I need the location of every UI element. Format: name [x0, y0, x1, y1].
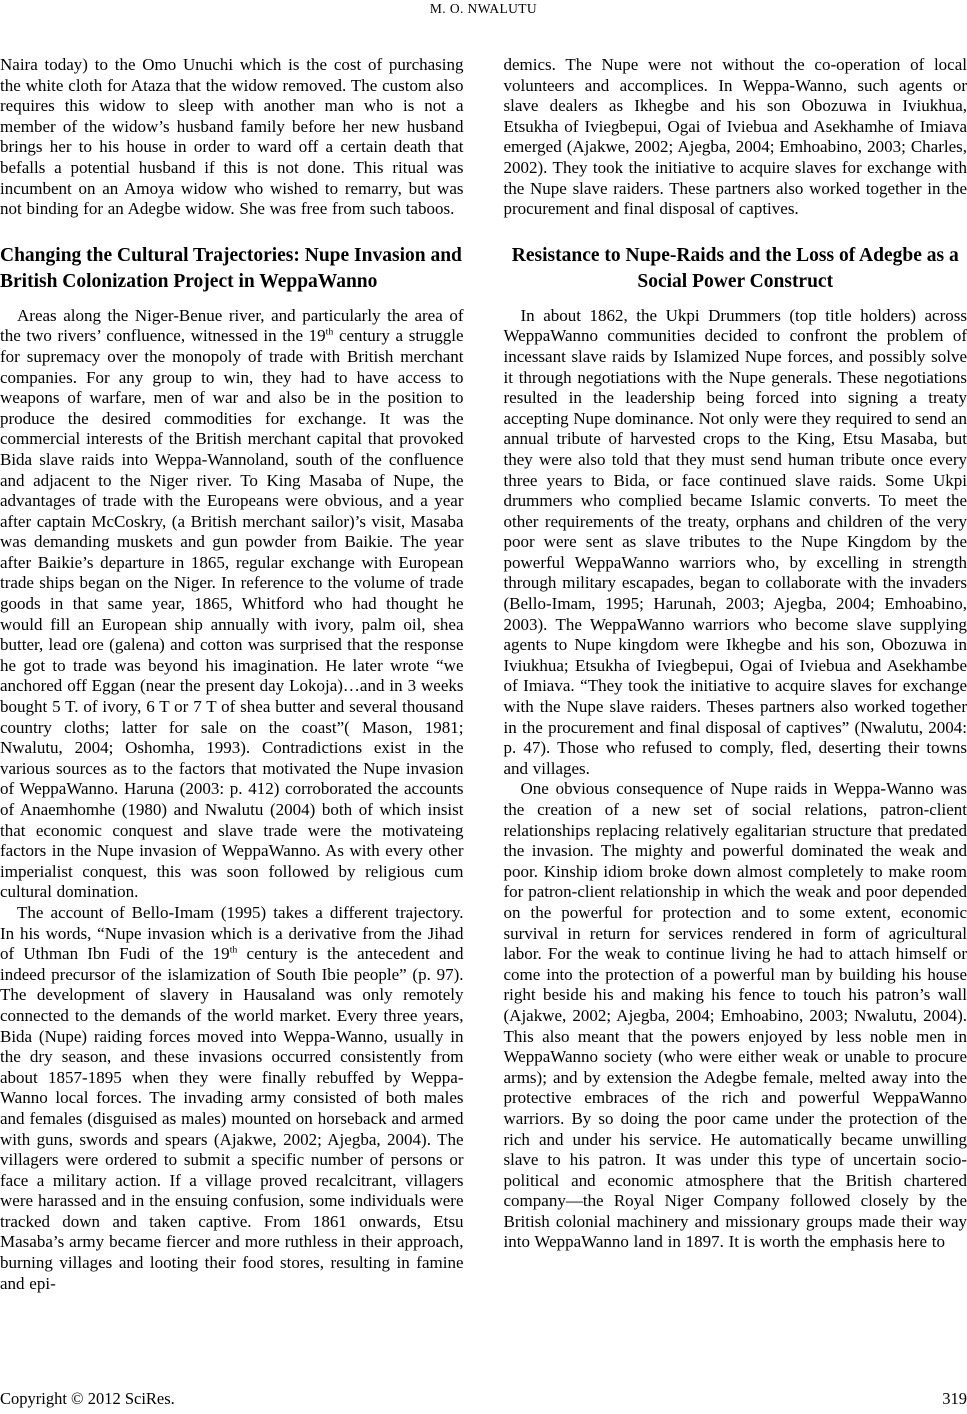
section-heading-nupe-invasion: Changing the Cultural Trajectories: Nupe Invasion and British Colonization Project in WeppaWanno [0, 244, 462, 292]
page-footer [0, 1389, 967, 1409]
left-column [0, 55, 464, 1294]
copyright-notice: Copyright © 2012 SciRes. [0, 1389, 175, 1408]
paragraph-widow-custom: Naira today) to the Omo Unuchi which is the cost of purchasing the white cloth for Ataza that the widow removed. The custom also requires this widow to sleep with another man who is not a member of the widow’s husband family before her new husband brings her to his house in order to ward off a certain death that befalls a potential husband if this is not done. This ritual was incumbent on an Amoya widow who wished to remarry, but was not binding for an Adegbe widow. She was free from such taboos. [0, 55, 464, 219]
two-column-body [0, 55, 967, 1294]
paragraph-niger-benue-trade: Areas along the Niger-Benue river, and particularly the area of the two rivers’ confluence, witnessed in the 19th century a struggle for supremacy over the monopoly of trade with British merchant companies. For any group to win, they had to have access to weapons of warfare, men of war and also be in the position to produce the desired commodities for exchange. It was the commercial interests of the British merchant capital that provoked Bida slave raids into Weppa-Wannoland, south of the confluence and adjacent to the Niger river. To King Masaba of Nupe, the advantages of trade with the Europeans were obvious, and a year after captain McCoskry, (a British merchant sailor)’s visit, Masaba was demanding muskets and gun powder from Baikie. The year after Baikie’s departure in 1865, regular exchange with European trade ships began on the Niger. In reference to the volume of trade goods in that same year, 1865, Whitford who had thought he would fill an European ship annually with ivory, palm oil, shea butter, lead ore (galena) and cotton was surprised that the response he got to trade was beyond his imagination. He later wrote “we anchored off Eggan (near the present day Lokoja)…and in 3 weeks bought 5 T. of ivory, 6 T or 7 T of shea butter and several thousand country cloths; latter for sale on the coast”( Mason, 1981; Nwalutu, 2004; Oshomha, 1993). Contradictions exist in the various sources as to the factors that motivated the Nupe invasion of WeppaWanno. Haruna (2003: p. 412) corroborated the accounts of Anaemhomhe (1980) and Nwalutu (2004) both of which insist that economic conquest and slave trade were the motivateing factors in the Nupe invasion of WeppaWanno. As with every other imperialist conquest, this was soon followed by religious cum cultural domination. [0, 305, 464, 902]
page-number: 319 [942, 1389, 967, 1408]
paragraph-ukpi-drummers-treaty: In about 1862, the Ukpi Drummers (top title holders) across WeppaWanno communities decided to confront the problem of incessant slave raids by Islamized Nupe forces, and possibly solve it through negotiations with the Nupe generals. These negotiations resulted in the leadership being forced into signing a treaty accepting Nupe dominance. Not only were they required to send an annual tribute of harvested crops to the King, Etsu Masaba, but they were also told that they must send human tribute once every three years to Bida, or face continued slave raids. Some Ukpi drummers who complied became Islamic converts. To meet the other requirements of the treaty, orphans and children of the very poor were sent as slave tributes to the Nupe Kingdom by the powerful WeppaWanno warriors who, by excelling in strength through military escapades, began to collaborate with the invaders (Bello-Imam, 1995; Harunah, 2003; Ajegba, 2004; Emhoabino, 2003). The WeppaWanno warriors who become slave supplying agents to Nupe kingdom were Ikhegbe and his son, Obozuwa in Iviukhua; Etsukha of Iviegbepui, Ogai of Iviebua and Asekhambe of Imiava. “They took the initiative to acquire slaves for exchange with the Nupe slave raiders. Theses partners also worked together in the procurement and final disposal of captives” (Nwalutu, 2004: p. 47). Those who refused to comply, fled, deserting their towns and villages. [503, 305, 967, 778]
running-head-author: M. O. NWALUTU [429, 1, 538, 16]
section-heading-resistance: Resistance to Nupe-Raids and the Loss of Adegbe as a Social Power Construct [511, 244, 959, 292]
paragraph-bello-imam-account: The account of Bello-Imam (1995) takes a different trajectory. In his words, “Nupe invasion which is a derivative from the Jihad of Uthman Ibn Fudi of the 19th century is the antecedent and indeed precursor of the islamization of South Ibie people” (p. 97). The development of slavery in Hausaland was only remotely connected to the demands of the world market. Every three years, Bida (Nupe) raiding forces moved into Weppa-Wanno, usually in the dry season, and these invasions occurred consistently from about 1857-1895 when they were finally rebuffed by Weppa-Wanno local forces. The invading army consisted of both males and females (disguised as males) mounted on horseback and armed with guns, swords and spears (Ajakwe, 2002; Ajegba, 2004). The villagers were ordered to submit a specific number of persons or face a military action. If a village proved recalcitrant, villagers were harassed and in the ensuing confusion, some individuals were tracked down and taken captive. From 1861 onwards, Etsu Masaba’s army became fiercer and more ruthless in their approach, burning villages and looting their food stores, resulting in famine and epi- [0, 902, 464, 1293]
right-column [504, 55, 967, 1294]
paragraph-patron-client-relations: One obvious consequence of Nupe raids in Weppa-Wanno was the creation of a new set of social relations, patron-client relationships replacing relatively egalitarian structure that predated the invasion. The mighty and powerful dominated the weak and poor. Kinship idiom broke down almost completely to make room for patron-client relationship in which the weak and poor depended on the powerful for protection and to some extent, economic survival in return for services rendered in form of agricultural labor. For the weak to continue living he had to attach himself or come into the protection of a powerful man by building his house right beside his and making his fence to touch his patron’s wall (Ajakwe, 2002; Ajegba, 2004; Emhoabino, 2003; Nwalutu, 2004). This also meant that the powers enjoyed by less noble men in WeppaWanno society (who were either weak or unable to procure arms); and by extension the Adegbe female, melted away into the protective embraces of the rich and powerful WeppaWanno warriors. By so doing the poor came under the protection of the rich and under his service. He automatically became unwilling slave to his patron. It was under this type of uncertain socio-political and economic atmosphere that the British chartered company—the Royal Niger Company followed closely by the British colonial machinery and missionary groups made their way into WeppaWanno land in 1897. It is worth the emphasis here to [503, 779, 967, 1252]
paragraph-nupe-accomplices: demics. The Nupe were not without the co-operation of local volunteers and accomplices. In Weppa-Wanno, such agents or slave dealers as Ikhegbe and his son Obozuwa in Iviukhua, Etsukha of Iviegbepui, Ogai of Iviebua and Asekhamhe of Imiava emerged (Ajakwe, 2002; Ajegba, 2004; Emhoabino, 2003; Charles, 2002). They took the initiative to acquire slaves for exchange with the Nupe slave raiders. These partners also worked together in the procurement and final disposal of captives. [503, 55, 967, 219]
